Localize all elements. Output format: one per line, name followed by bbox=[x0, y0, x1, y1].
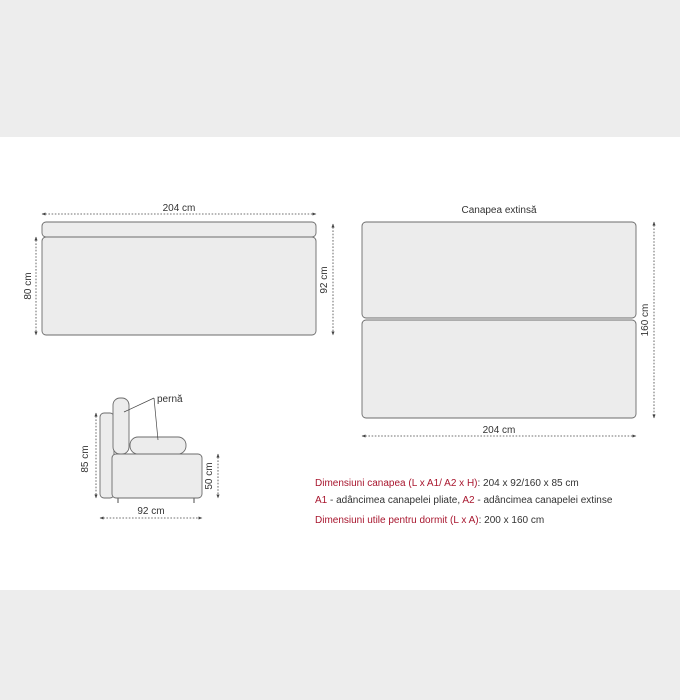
spec-a1-text: - adâncimea canapelei pliate, bbox=[327, 495, 463, 506]
extended-panel-bottom bbox=[362, 320, 636, 418]
specifications bbox=[315, 478, 665, 527]
spec-sleeping-value: : 200 x 160 cm bbox=[478, 515, 545, 526]
front-backrest bbox=[42, 222, 316, 237]
extended-view bbox=[362, 205, 654, 436]
extended-title: Canapea extinsă bbox=[461, 205, 537, 216]
side-back-cushion bbox=[113, 398, 129, 454]
spec-a2-key: A2 bbox=[462, 495, 475, 506]
spec-a2-text: - adâncimea canapelei extinse bbox=[474, 495, 613, 506]
cushion-label: pernă bbox=[157, 394, 183, 405]
side-depth-label: 92 cm bbox=[137, 506, 165, 517]
extended-panel-top bbox=[362, 222, 636, 318]
side-view bbox=[80, 394, 218, 518]
side-seat-height-label: 50 cm bbox=[204, 462, 215, 490]
side-height-label: 85 cm bbox=[80, 445, 91, 473]
front-width-label: 204 cm bbox=[162, 203, 196, 214]
spec-dimensions-key: Dimensiuni canapea (L x A1/ A2 x H) bbox=[315, 478, 478, 489]
front-depth-label: 92 cm bbox=[319, 266, 330, 294]
spec-sleeping-row bbox=[315, 515, 665, 527]
side-seat bbox=[112, 454, 202, 498]
spec-a1-key: A1 bbox=[315, 495, 328, 506]
extended-depth-label: 160 cm bbox=[640, 303, 651, 337]
extended-width-label: 204 cm bbox=[482, 425, 516, 436]
spec-legend-row bbox=[315, 495, 665, 507]
spec-sleeping-key: Dimensiuni utile pentru dormit (L x A) bbox=[315, 515, 479, 526]
spec-dimensions-row bbox=[315, 478, 665, 490]
front-view bbox=[23, 203, 333, 335]
front-seat bbox=[42, 237, 316, 335]
spec-dimensions-value: : 204 x 92/160 x 85 cm bbox=[477, 478, 579, 489]
front-height-label: 80 cm bbox=[23, 272, 34, 300]
